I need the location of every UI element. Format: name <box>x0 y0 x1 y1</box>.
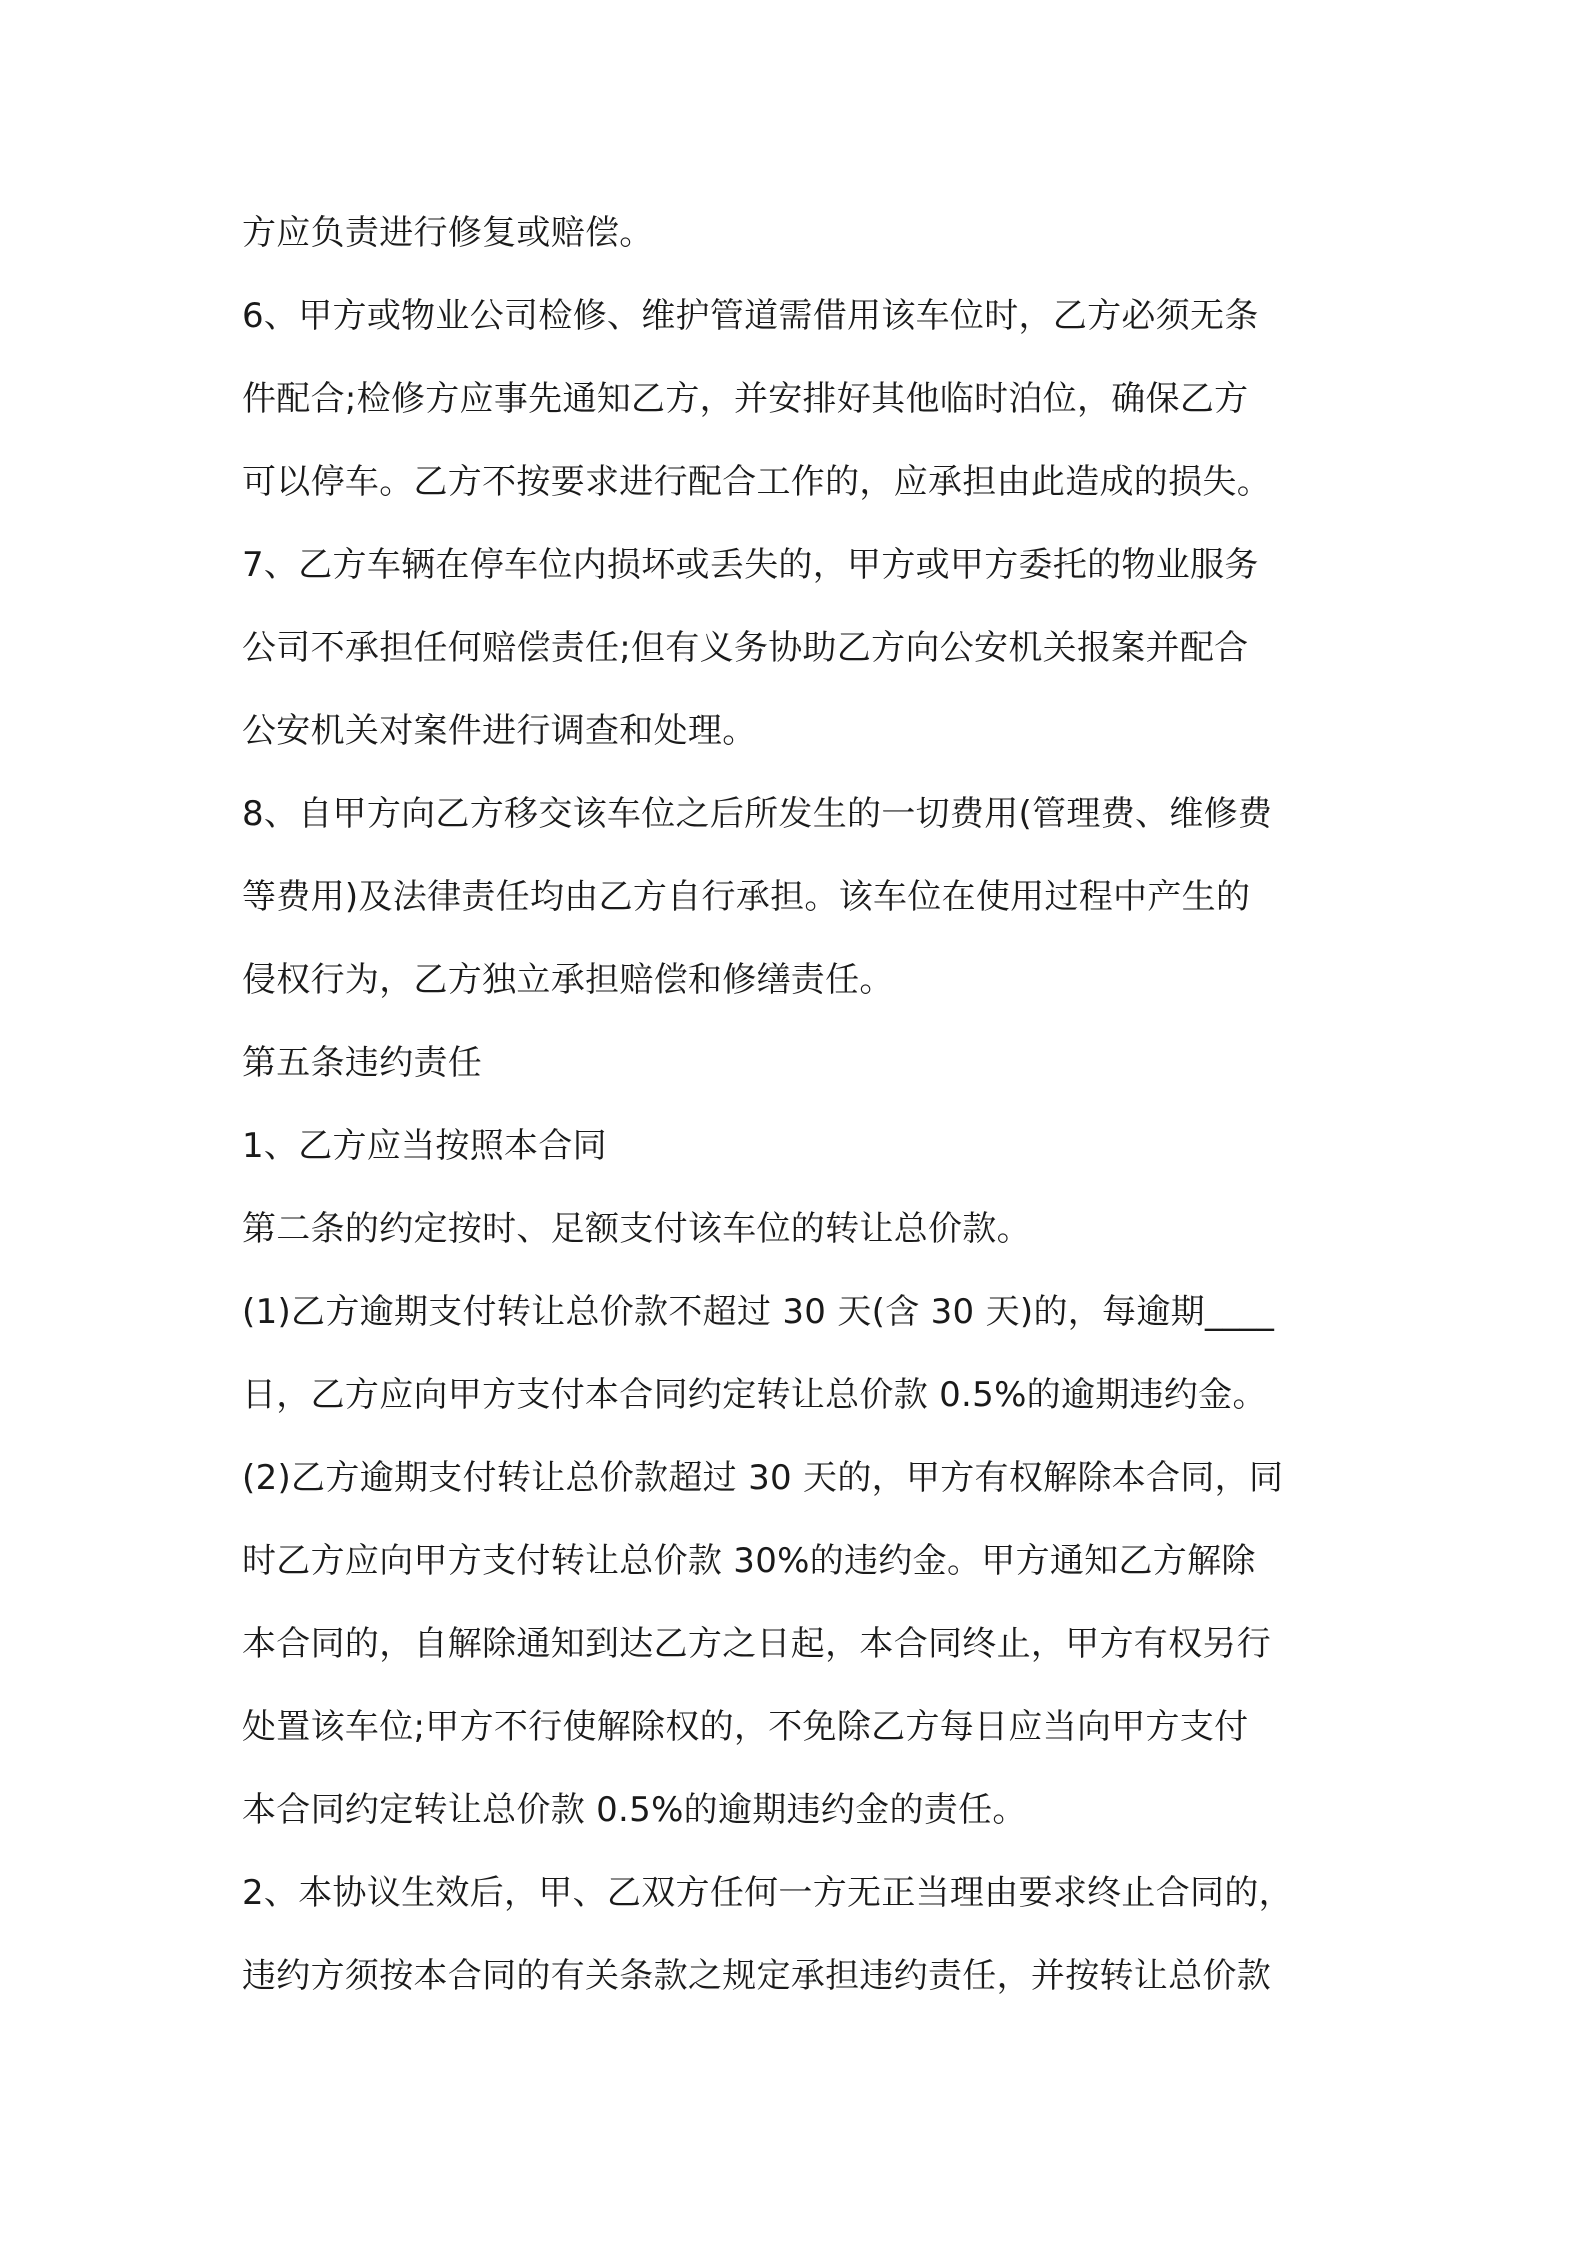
text-line: (1)乙方逾期支付转让总价款不超过 30 天(含 30 天)的，每逾期____ <box>242 1292 1275 1332</box>
text-line: 第二条的约定按时、足额支付该车位的转让总价款。 <box>242 1209 1031 1249</box>
text-line: 违约方须按本合同的有关条款之规定承担违约责任，并按转让总价款 <box>242 1956 1271 1996</box>
section-heading: 第五条违约责任 <box>242 1043 483 1083</box>
text-line: 本合同的，自解除通知到达乙方之日起，本合同终止，甲方有权另行 <box>242 1624 1271 1664</box>
text-line: 等费用)及法律责任均由乙方自行承担。该车位在使用过程中产生的 <box>242 877 1251 917</box>
document-body <box>242 192 1362 2018</box>
text-line: 日，乙方应向甲方支付本合同约定转让总价款 0.5%的逾期违约金。 <box>242 1375 1267 1415</box>
text-line: (2)乙方逾期支付转让总价款超过 30 天的，甲方有权解除本合同，同 <box>242 1458 1284 1498</box>
text-line: 可以停车。乙方不按要求进行配合工作的，应承担由此造成的损失。 <box>242 462 1271 502</box>
text-line: 时乙方应向甲方支付转让总价款 30%的违约金。甲方通知乙方解除 <box>242 1541 1256 1581</box>
text-line: 2、本协议生效后，甲、乙双方任何一方无正当理由要求终止合同的， <box>242 1873 1293 1913</box>
text-line: 侵权行为，乙方独立承担赔偿和修缮责任。 <box>242 960 894 1000</box>
text-line: 8、自甲方向乙方移交该车位之后所发生的一切费用(管理费、维修费 <box>242 794 1273 834</box>
text-line: 方应负责进行修复或赔偿。 <box>242 213 654 253</box>
text-line: 公安机关对案件进行调查和处理。 <box>242 711 757 751</box>
text-line: 公司不承担任何赔偿责任;但有义务协助乙方向公安机关报案并配合 <box>242 628 1249 668</box>
text-line: 1、乙方应当按照本合同 <box>242 1126 607 1166</box>
text-line: 本合同约定转让总价款 0.5%的逾期违约金的责任。 <box>242 1790 1027 1830</box>
text-line: 件配合;检修方应事先通知乙方，并安排好其他临时泊位，确保乙方 <box>242 379 1249 419</box>
text-line: 处置该车位;甲方不行使解除权的，不免除乙方每日应当向甲方支付 <box>242 1707 1249 1747</box>
text-line: 7、乙方车辆在停车位内损坏或丢失的，甲方或甲方委托的物业服务 <box>242 545 1259 585</box>
text-line: 6、甲方或物业公司检修、维护管道需借用该车位时，乙方必须无条 <box>242 296 1259 336</box>
